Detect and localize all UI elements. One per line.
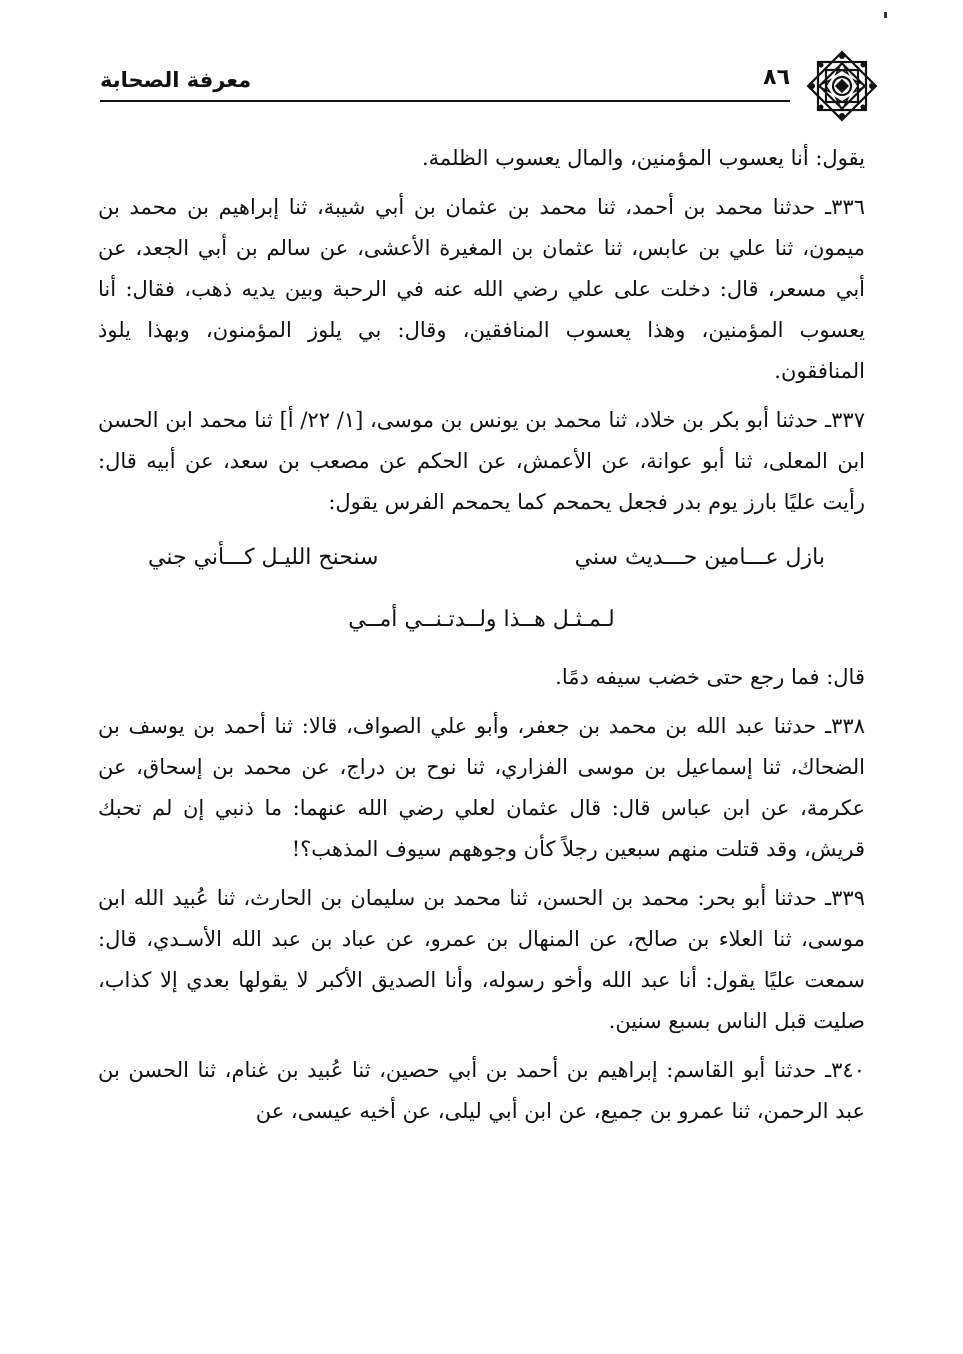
hadith-336: ٣٣٦ـ حدثنا محمد بن أحمد، ثنا محمد بن عثمان بن أبي شيبة، ثنا إبراهيم بن محمد بن ميمون، ثنا علي بن عابس، ثنا عثمان بن المغيرة الأعشى، عن سالم بن أبي الجعد، عن أبي مسعر، قال: دخلت على علي رضي الله عنه في الرحبة وبين يديه ذهب، فقال: أنا يعسوب المؤمنين، وهذا يعسوب المنافقين، وقال: بي يلوز المؤمنون، وبهذا يلوذ المنافقون.: [98, 195, 865, 383]
poem-verse: [98, 537, 865, 647]
page-number: ٨٦: [763, 65, 790, 90]
hadith-338: ٣٣٨ـ حدثنا عبد الله بن محمد بن جعفر، وأبو علي الصواف، قالا: ثنا أحمد بن يوسف بن الضحاك، ثنا إسماعيل بن موسى الفزاري، ثنا نوح بن دراج، عن محمد بن إسحاق، عن عكرمة، عن ابن عباس قال: قال عثمان لعلي رضي الله عنهما: ما ذنبي إن لم تحبك قريش، وقد قتلت منهم سبعين رجلاً كأن وجوههم سيوف المذهب؟!: [98, 714, 865, 861]
hadith-337: ٣٣٧ـ حدثنا أبو بكر بن خلاد، ثنا محمد بن يونس بن موسى، [١/ ٢٢/ أ] ثنا محمد ابن الحسن ابن المعلى، ثنا أبو عوانة، عن الأعمش، عن الحكم عن مصعب بن سعد، عن أبيه قال: رأيت عليًا بارز يوم بدر فجعل يحمحم كما يحمحم الفرس يقول:: [98, 408, 865, 514]
scan-mark: [884, 12, 887, 18]
star-ornament-icon: [804, 48, 880, 124]
poem-closing-line: لـمـثـل هــذا ولــدتـنــي أمــي: [348, 607, 615, 632]
poem-second-hemistich: سنحنح الليـل كـــأني جني: [148, 545, 379, 570]
hadith-337-conclusion: قال: فما رجع حتى خضب سيفه دمًا.: [555, 665, 865, 689]
page-header: [60, 48, 880, 118]
running-title: معرفة الصحابة: [100, 68, 252, 92]
hadith-339: ٣٣٩ـ حدثنا أبو بحر: محمد بن الحسن، ثنا محمد بن سليمان بن الحارث، ثنا عُبيد الله ابن موسى، ثنا العلاء بن صالح، عن المنهال بن عمرو، عن عباد بن عبد الله الأسـدي، قال: سمعت عليًا يقول: أنا عبد الله وأخو رسوله، وأنا الصديق الأكبر لا يقولها بعدي إلا كذاب، صليت قبل الناس بسبع سنين.: [98, 886, 865, 1033]
header-rule: [100, 100, 790, 102]
page-body: [98, 138, 865, 1132]
poem-first-hemistich: بازل عـــامين حـــديث سني: [574, 545, 825, 570]
hadith-340: ٣٤٠ـ حدثنا أبو القاسم: إبراهيم بن أحمد بن أبي حصين، ثنا عُبيد بن غنام، ثنا الحسن بن عبد الرحمن، ثنا عمرو بن جميع، عن ابن أبي ليلى، عن أخيه عيسى، عن: [98, 1058, 865, 1123]
paragraph-continuation: يقول: أنا يعسوب المؤمنين، والمال يعسوب الظلمة.: [422, 146, 865, 170]
